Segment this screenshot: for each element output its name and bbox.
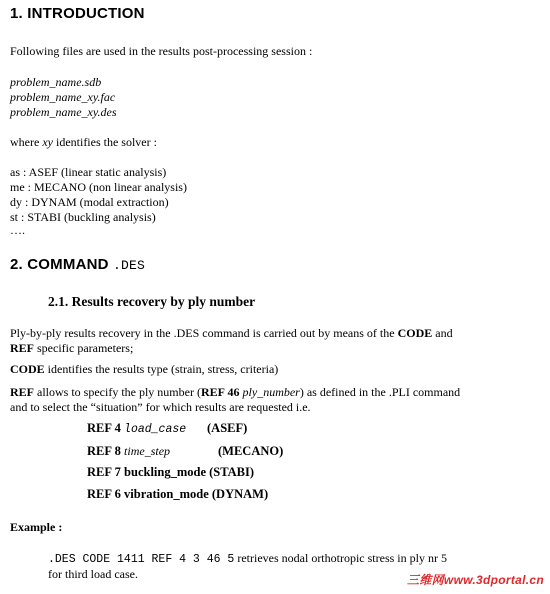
solver-dy: dy : DYNAM (modal extraction) [10,195,169,209]
para2-code: CODE [10,362,45,376]
ref-4-solver: (ASEF) [207,421,248,435]
ref-8-solver: (MECANO) [218,444,284,458]
ellipsis: …. [10,223,25,237]
solver-as: as : ASEF (linear static analysis) [10,165,167,179]
para3-text-a: allows to specify the ply number ( [34,385,201,399]
ref-time-step [87,444,284,458]
section-1-heading: 1. INTRODUCTION [10,5,145,22]
para3-line2: and to select the “situation” for which results are requested i.e. [10,400,311,414]
ref-load-case [87,421,248,437]
example-code: .DES CODE 1411 REF 4 3 46 5 [48,553,235,566]
example-label: Example : [10,520,63,534]
para3-var: ply_number [242,385,300,399]
ref-4-label: REF 4 [87,421,125,435]
para1-text-a: Ply-by-ply results recovery in the .DES command is carried out by means of the [10,326,398,340]
solver-st: st : STABI (buckling analysis) [10,210,156,224]
ref-4-arg: load_case [124,423,187,436]
para3-text-b: ) as defined in the .PLI command [299,385,461,399]
example-line2: for third load case. [48,567,138,581]
file-fac: problem_name_xy.fac [10,90,116,104]
section-2-heading-code: .DES [113,258,146,273]
para3-ref46: REF 46 [200,385,243,399]
ref-8-arg: time_step [124,444,171,458]
para1-line2 [10,341,133,355]
para1-text-c: specific parameters; [34,341,134,355]
file-des: problem_name_xy.des [10,105,117,119]
section-2-heading [10,256,145,273]
where-line [10,135,157,149]
para2-text: identifies the results type (strain, stress, criteria) [44,362,279,376]
where-var: xy [42,135,53,149]
watermark-logo: 三维网www.3dportal.cn [407,573,544,587]
ref-8-label: REF 8 [87,444,125,458]
para3-ref: REF [10,385,34,399]
subsection-heading: 2.1. Results recovery by ply number [48,294,256,309]
section-2-heading-main: 2. COMMAND [10,256,114,273]
where-post: identifies the solver : [52,135,157,149]
ref-vibration-mode: REF 6 vibration_mode (DYNAM) [87,487,269,501]
para1-line1 [10,326,453,340]
para1-text-b: and [432,326,453,340]
example-text: retrieves nodal orthotropic stress in ply nr 5 [234,551,447,565]
para2 [10,362,278,376]
para1-code: CODE [397,326,433,340]
ref-buckling-mode: REF 7 buckling_mode (STABI) [87,465,255,479]
where-pre: where [10,135,43,149]
solver-me: me : MECANO (non linear analysis) [10,180,187,194]
para3-line1 [10,385,460,399]
example-line1 [48,551,447,567]
intro-text: Following files are used in the results post-processing session : [10,44,313,58]
para1-ref: REF [10,341,34,355]
file-sdb: problem_name.sdb [10,75,102,89]
